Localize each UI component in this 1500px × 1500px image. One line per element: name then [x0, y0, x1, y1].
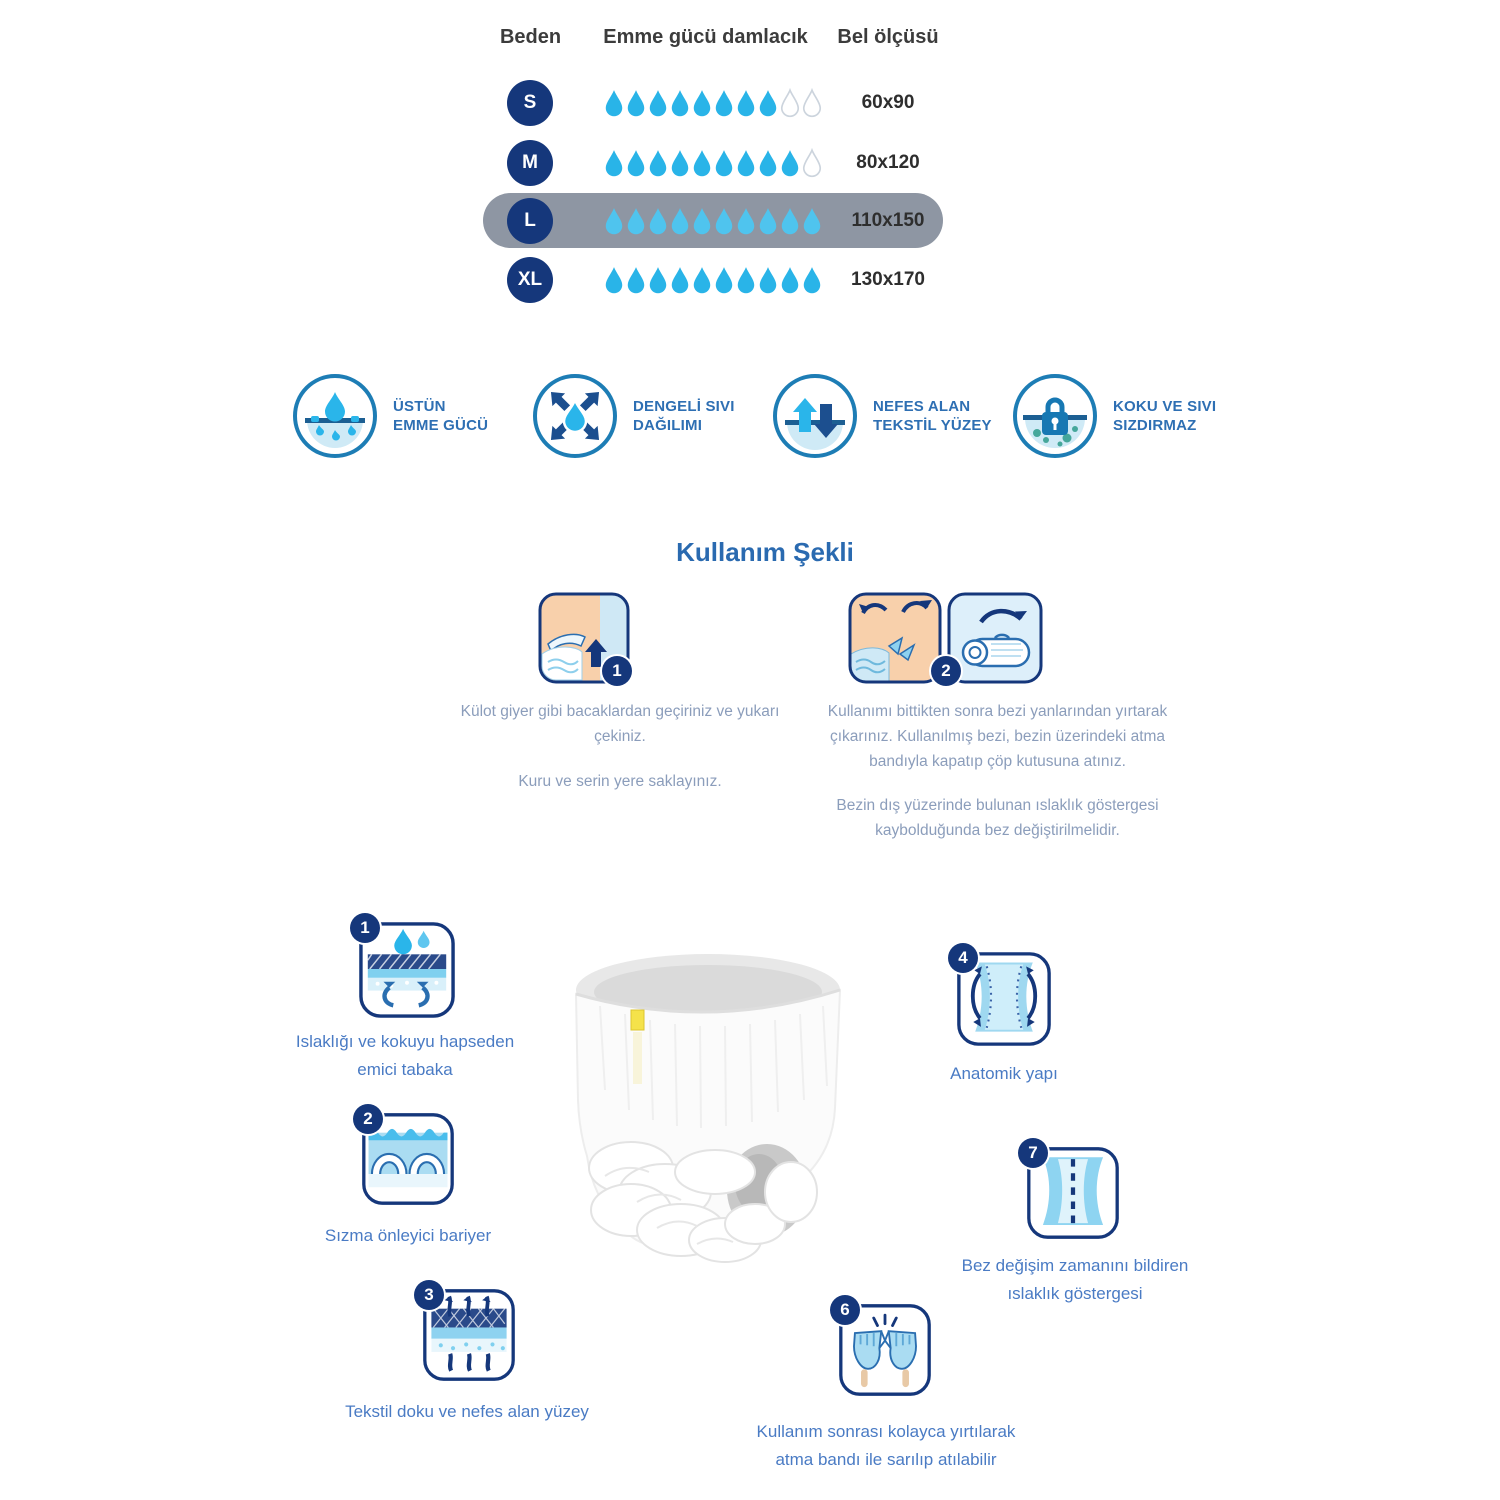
size-badge-xl: XL [507, 257, 553, 303]
header-size: Beden [499, 26, 562, 48]
size-table-header-row [483, 26, 943, 49]
size-badge-l: L [507, 198, 553, 244]
drop-filled-icon [647, 265, 669, 295]
drop-filled-icon [691, 265, 713, 295]
step1-instructions [440, 700, 800, 814]
feature-label: NEFES ALAN TEKSTİL YÜZEY [873, 397, 992, 434]
callout-label-anatomic: Anatomik yapı [950, 1064, 1058, 1083]
drop-filled-icon [669, 265, 691, 295]
feature-superior-absorption [293, 374, 525, 458]
step-number-badge: 1 [602, 656, 632, 686]
drop-filled-icon [691, 148, 713, 178]
usage-title: Kullanım Şekli [676, 536, 854, 567]
tear-away-disposal-icon [838, 1300, 932, 1399]
drop-filled-icon [713, 148, 735, 178]
size-table [483, 26, 943, 290]
size-row-s [483, 75, 943, 130]
size-row-m [483, 135, 943, 190]
absorbency-drops [603, 148, 825, 178]
drop-filled-icon [735, 265, 757, 295]
absorbent-layer-icon [358, 918, 456, 1019]
callout-label-leak-barrier: Sızma önleyici bariyer [324, 1226, 492, 1245]
drop-filled-icon [603, 148, 625, 178]
step2-roll-icon [947, 592, 1043, 684]
waist-size: 130x170 [851, 268, 925, 290]
odor-liquid-lock-icon [1013, 374, 1097, 458]
anatomic-shape-icon [956, 948, 1052, 1047]
callout-number-badge: 1 [350, 913, 380, 943]
drop-filled-icon [647, 88, 669, 118]
step1-pull-up-icon [538, 592, 630, 684]
feature-odor-liquid-lock [1013, 374, 1245, 458]
breathable-textile-icon [773, 374, 857, 458]
waist-size: 80x120 [856, 151, 920, 173]
size-row-l-highlighted [483, 193, 943, 248]
step2-tear-and-roll-icons [848, 592, 1044, 684]
step1-text-2: Kuru ve serin yere saklayınız. [518, 772, 722, 790]
drop-filled-icon [647, 206, 669, 236]
callout-label-absorbent-layer: Islaklığı ve kokuyu hapseden emici tabaka [295, 1032, 515, 1080]
leak-barrier-icon [361, 1109, 455, 1206]
callout-number-badge: 2 [353, 1104, 383, 1134]
drop-filled-icon [713, 88, 735, 118]
size-badge-s: S [507, 80, 553, 126]
drop-filled-icon [603, 265, 625, 295]
feature-liquid-distribution [533, 374, 765, 458]
drop-filled-icon [801, 206, 823, 236]
feature-label: KOKU VE SIVI SIZDIRMAZ [1113, 397, 1217, 434]
step-number-badge: 2 [931, 656, 961, 686]
absorbency-drops [603, 88, 825, 118]
liquid-distribution-icon [533, 374, 617, 458]
wetness-indicator-icon [1026, 1143, 1120, 1242]
textile-breathable-icon [422, 1285, 516, 1382]
step2-text-1: Kullanımı bittikten sonra bezi yanlarından yırtarak çıkarınız. Kullanılmış bezi, bezin üzerindeki atma bandıyla kapatıp çöp kutusuna atınız. [827, 703, 1168, 770]
drop-filled-icon [713, 265, 735, 295]
drop-filled-icon [735, 88, 757, 118]
callout-number-badge: 4 [948, 943, 978, 973]
drop-filled-icon [757, 206, 779, 236]
step2-instructions [805, 700, 1190, 864]
size-row-xl [483, 252, 943, 307]
drop-filled-icon [691, 88, 713, 118]
drop-filled-icon [647, 148, 669, 178]
drop-filled-icon [779, 265, 801, 295]
drop-filled-icon [779, 206, 801, 236]
header-absorbency: Emme gücü damlacık [603, 26, 808, 48]
feature-label: DENGELİ SIVI DAĞILIMI [633, 397, 735, 434]
feature-label: ÜSTÜN EMME GÜCÜ [393, 397, 489, 434]
callout-label-tear-away: Kullanım sonrası kolayca yırtılarak atma bandı ile sarılıp atılabilir [756, 1422, 1016, 1470]
drop-filled-icon [625, 206, 647, 236]
drop-filled-icon [801, 265, 823, 295]
diaper-pants-product-photo [545, 940, 875, 1290]
drop-filled-icon [669, 148, 691, 178]
drop-filled-icon [757, 88, 779, 118]
callout-label-textile: Tekstil doku ve nefes alan yüzey [345, 1402, 589, 1421]
drop-filled-icon [669, 206, 691, 236]
drop-filled-icon [603, 88, 625, 118]
size-badge-m: M [507, 140, 553, 186]
drop-empty-icon [801, 88, 823, 118]
absorbency-drops [603, 265, 825, 295]
drop-filled-icon [669, 88, 691, 118]
absorbency-drops [603, 206, 825, 236]
callout-number-badge: 6 [830, 1295, 860, 1325]
callout-number-badge: 3 [414, 1280, 444, 1310]
drop-filled-icon [735, 206, 757, 236]
drop-empty-icon [779, 88, 801, 118]
drop-filled-icon [625, 88, 647, 118]
drop-filled-icon [757, 265, 779, 295]
drop-filled-icon [735, 148, 757, 178]
drop-filled-icon [625, 265, 647, 295]
feature-breathable-textile [773, 374, 1005, 458]
drop-filled-icon [779, 148, 801, 178]
drop-filled-icon [691, 206, 713, 236]
header-waist: Bel ölçüsü [837, 26, 939, 48]
drop-filled-icon [625, 148, 647, 178]
drop-filled-icon [603, 206, 625, 236]
drop-filled-icon [713, 206, 735, 236]
callout-label-wetness-indicator: Bez değişim zamanını bildiren ıslaklık göstergesi [961, 1256, 1189, 1304]
superior-absorption-icon [293, 374, 377, 458]
callout-number-badge: 7 [1018, 1138, 1048, 1168]
step2-tear-icon [848, 592, 942, 684]
drop-empty-icon [801, 148, 823, 178]
waist-size: 60x90 [861, 91, 915, 113]
drop-filled-icon [757, 148, 779, 178]
step2-text-2: Bezin dış yüzerinde bulunan ıslaklık göstergesi kaybolduğunda bez değiştirilmelidir. [836, 797, 1159, 840]
waist-size: 110x150 [851, 209, 925, 231]
step1-text-1: Külot giyer gibi bacaklardan geçiriniz ve yukarı çekiniz. [460, 703, 780, 745]
